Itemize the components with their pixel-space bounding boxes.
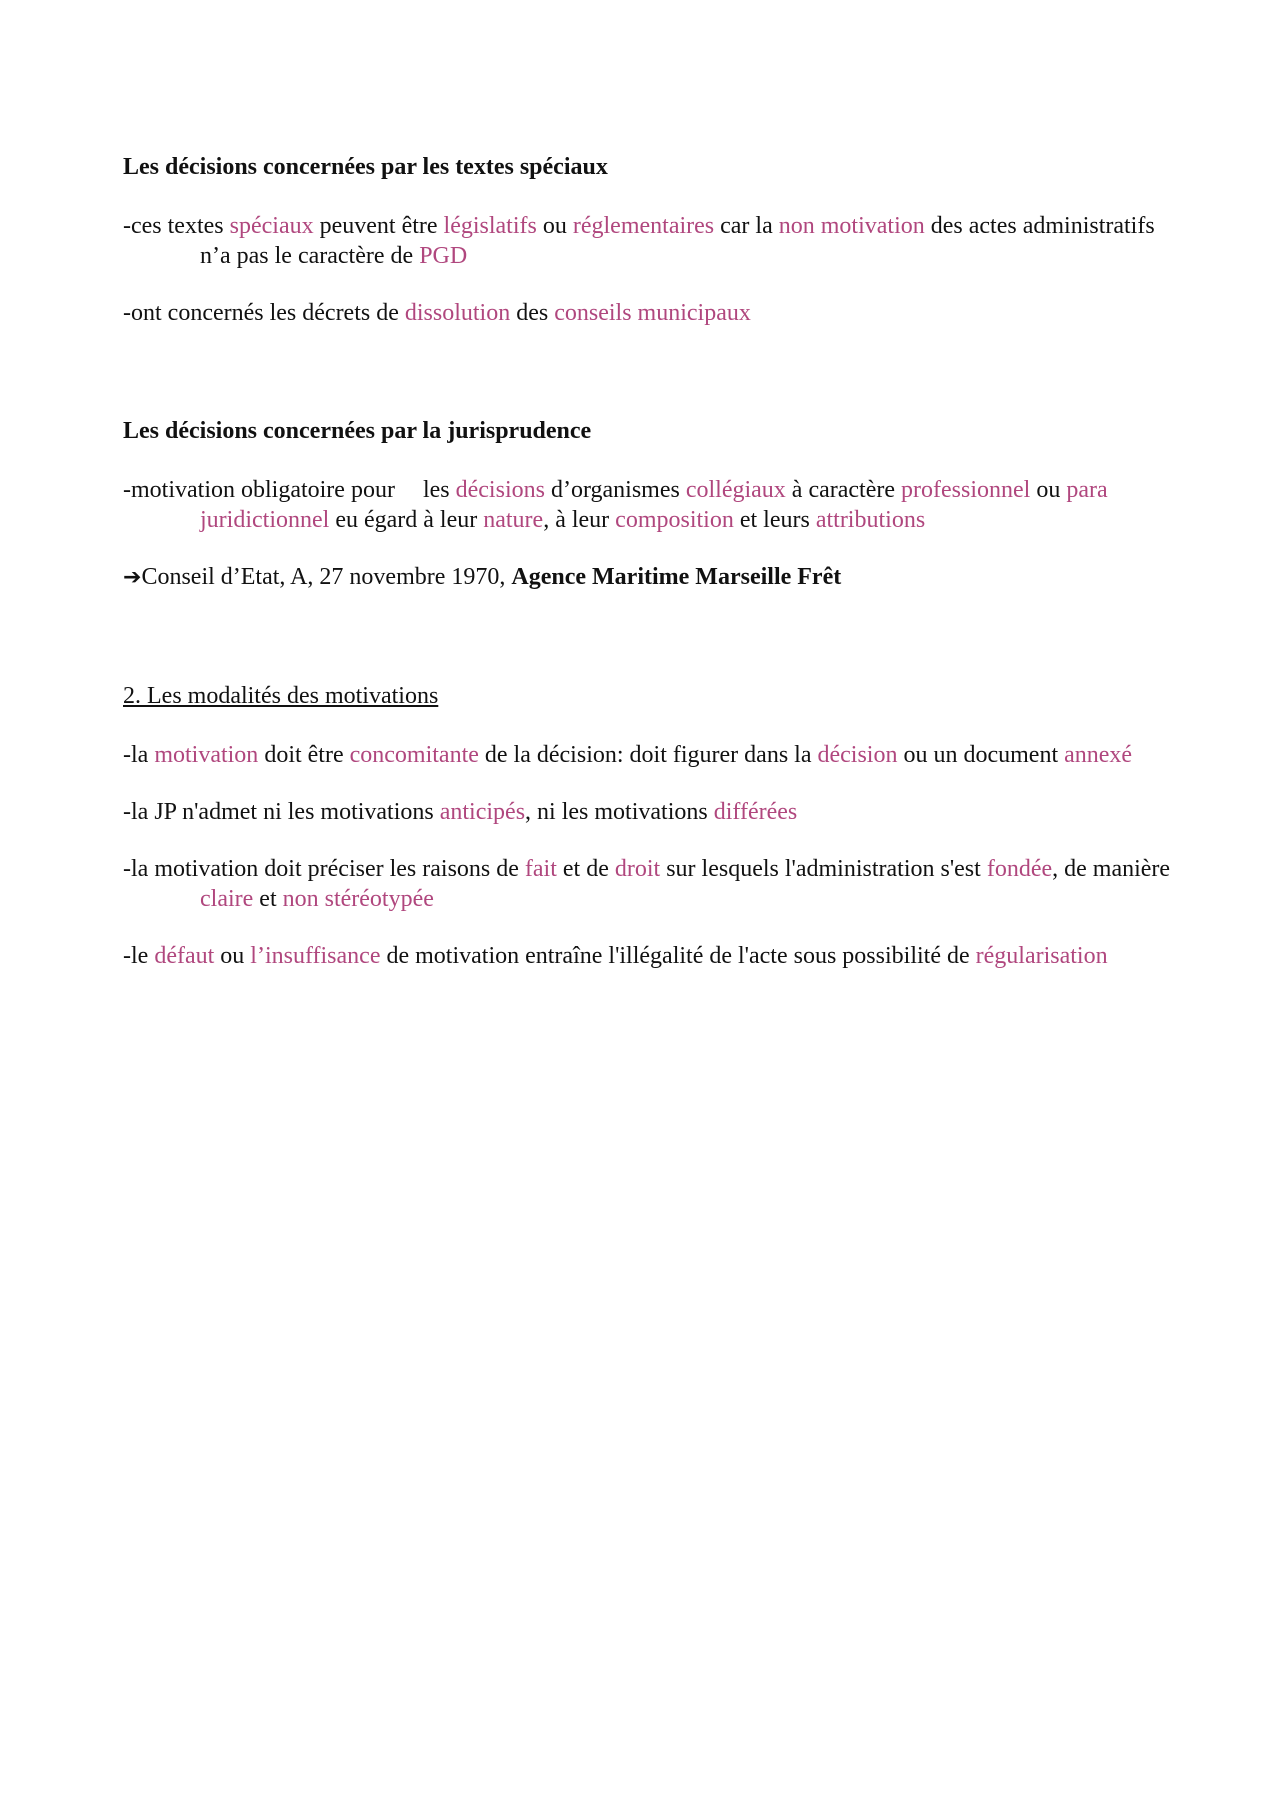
highlight-term: régularisation — [975, 943, 1108, 969]
bullet-raisons-fait-droit: -la motivation doit préciser les raisons de fait et de droit sur lesquels l'administration s'est fondée, de manière claire et non stéréotypée — [123, 856, 1171, 912]
highlight-term: claire — [200, 886, 254, 912]
section-heading-modalites: 2. Les modalités des motivations — [123, 683, 439, 709]
highlight-term: anticipés — [439, 799, 526, 825]
highlight-term: fondée — [986, 856, 1053, 882]
bullet-decrets-dissolution: -ont concernés les décrets de dissolution des conseils municipaux — [123, 300, 751, 326]
highlight-term: concomitante — [349, 742, 479, 768]
highlight-term: nature — [483, 507, 544, 533]
section-heading-textes-speciaux: Les décisions concernées par les textes spéciaux — [123, 154, 608, 180]
highlight-term: fait — [524, 856, 557, 882]
highlight-term: non motivation — [778, 213, 925, 239]
highlight-term: décisions — [455, 477, 545, 503]
case-name: Agence Maritime Marseille Frêt — [511, 564, 842, 590]
document-content — [123, 150, 1183, 971]
highlight-term: attributions — [815, 507, 926, 533]
highlight-term: différées — [713, 799, 798, 825]
highlight-term: professionnel — [901, 477, 1031, 503]
highlight-term: réglementaires — [572, 213, 715, 239]
bullet-textes-speciaux: -ces textes spéciaux peuvent être législatifs ou réglementaires car la non motivation des actes administratifs n’a pas le caractère de PGD — [123, 213, 1155, 269]
highlight-term: composition — [615, 507, 734, 533]
highlight-term: spéciaux — [229, 213, 314, 239]
bullet-motivation-obligatoire: -motivation obligatoire pour les décisions d’organismes collégiaux à caractère professionnel ou para juridictionnel eu égard à leur nature, à leur composition et leurs attributions — [123, 477, 1108, 533]
highlight-term: législatifs — [443, 213, 537, 239]
bullet-motivation-concomitante: -la motivation doit être concomitante de la décision: doit figurer dans la décision ou un document annexé — [123, 742, 1133, 768]
highlight-term: l’insuffisance — [250, 943, 381, 969]
highlight-term: motivation — [154, 742, 259, 768]
section-heading-jurisprudence: Les décisions concernées par la jurisprudence — [123, 418, 592, 444]
highlight-term: décision — [817, 742, 898, 768]
highlight-term: annexé — [1064, 742, 1133, 768]
highlight-term: conseils municipaux — [554, 300, 751, 326]
highlight-term: collégiaux — [685, 477, 786, 503]
highlight-term: PGD — [419, 243, 468, 269]
highlight-term: droit — [614, 856, 661, 882]
bullet-defaut-motivation: -le défaut ou l’insuffisance de motivation entraîne l'illégalité de l'acte sous possibilité de régularisation — [123, 943, 1108, 969]
arrow-right-icon: ➔ — [123, 565, 142, 590]
case-reference: ➔Conseil d’Etat, A, 27 novembre 1970, Agence Maritime Marseille Frêt — [123, 564, 842, 590]
highlight-term: non stéréotypée — [282, 886, 434, 912]
highlight-term: dissolution — [404, 300, 511, 326]
highlight-term: défaut — [154, 943, 215, 969]
bullet-motivations-anticipees: -la JP n'admet ni les motivations anticipés, ni les motivations différées — [123, 799, 798, 825]
highlight-term: para juridictionnel — [200, 477, 1108, 533]
